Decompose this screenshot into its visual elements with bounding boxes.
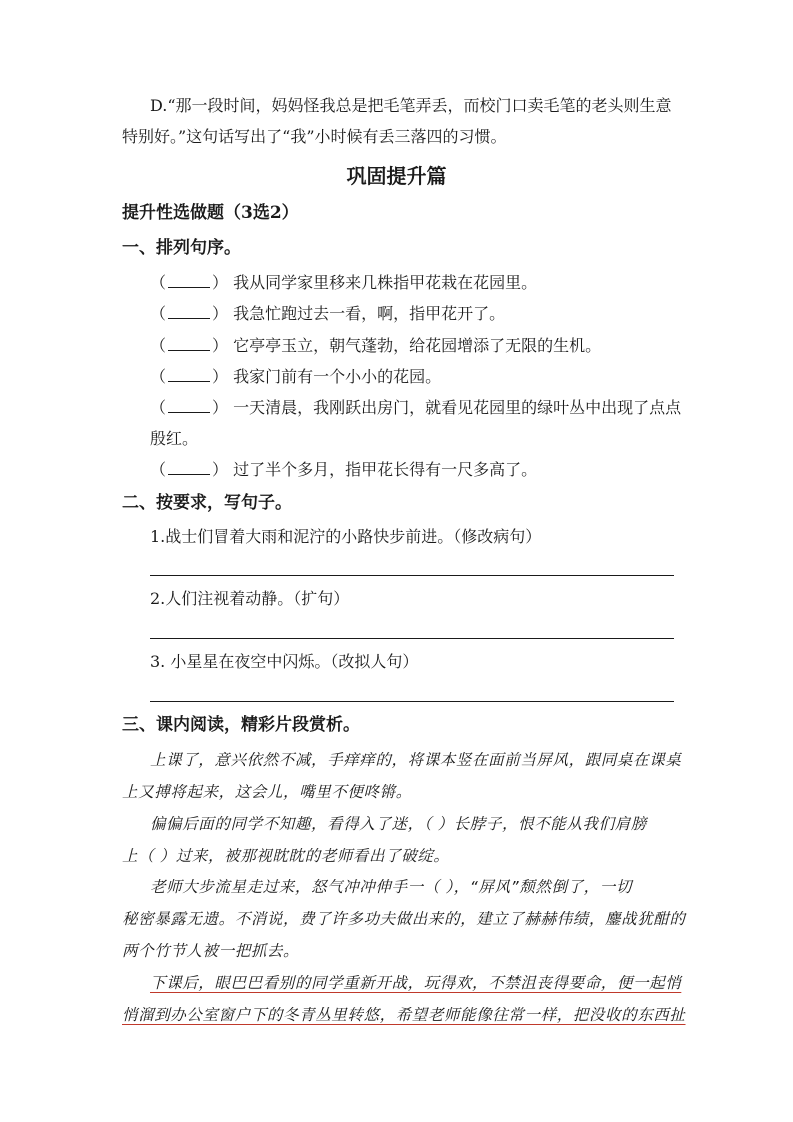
passage-p3-line3: 两个竹节人被一把抓去。 xyxy=(122,942,300,960)
ordering-item: （ ） 一天清晨，我刚跃出房门，就看见花园里的绿叶丛中出现了点点 xyxy=(150,398,682,417)
answer-blank[interactable] xyxy=(168,336,210,351)
passage-p1-line1: 上课了，意兴依然不减，手痒痒的，将课本竖在面前当屏风，跟同桌在课桌 xyxy=(150,751,682,769)
passage-p3-line2: 秘密暴露无遗。不消说，费了许多功夫做出来的，建立了赫赫伟绩，鏖战犹酣的 xyxy=(122,910,686,928)
ordering-item: （ ） 我急忙跑过去一看，啊，指甲花开了。 xyxy=(150,304,506,323)
answer-line-1[interactable] xyxy=(150,575,674,576)
passage-p1-line2: 上又搏将起来，这会儿，嘴里不便咚锵。 xyxy=(122,783,412,801)
ordering-item: （ ） 它亭亭玉立，朝气蓬勃，给花园增添了无限的生机。 xyxy=(150,336,602,355)
answer-blank[interactable] xyxy=(168,304,210,319)
part1-heading: 一、排列句序。 xyxy=(122,238,241,258)
passage-p4-line1: 下课后，眼巴巴看别的同学重新开战，玩得欢，不禁沮丧得要命，便一起悄 xyxy=(150,974,682,992)
answer-blank[interactable] xyxy=(168,398,210,413)
answer-line-2[interactable] xyxy=(150,638,674,639)
answer-blank[interactable] xyxy=(168,273,210,288)
subtitle: 提升性选做题（3选2） xyxy=(122,203,299,223)
passage-p3-line1: 老师大步流星走过来，怒气冲冲伸手一（ ），“屏风”颓然倒了，一切 xyxy=(150,878,632,896)
part2-heading: 二、按要求，写句子。 xyxy=(122,493,292,513)
passage-p2-line2: 上（ ）过来，被那视眈眈的老师看出了破绽。 xyxy=(122,847,450,865)
answer-blank[interactable] xyxy=(168,367,210,382)
question-1: 1.战士们冒着大雨和泥泞的小路快步前进。（修改病句） xyxy=(150,527,542,546)
answer-blank[interactable] xyxy=(168,460,210,475)
intro-option-d-line1: D.“那一段时间，妈妈怪我总是把毛笔弄丢，而校门口卖毛笔的老头则生意 xyxy=(150,96,672,115)
intro-option-d-line2: 特别好。”这句话写出了“我”小时候有丢三落四的习惯。 xyxy=(122,127,507,146)
question-2: 2.人们注视着动静。（扩句） xyxy=(150,589,350,608)
ordering-item: （ ） 过了半个多月，指甲花长得有一尺多高了。 xyxy=(150,460,538,479)
passage-p4-line2: 悄溜到办公室窗户下的冬青丛里转悠，希望老师能像往常一样，把没收的东西扯 xyxy=(122,1006,686,1024)
ordering-item-continuation: 殷红。 xyxy=(150,429,199,448)
passage-p2-line1: 偏偏后面的同学不知趣，看得入了迷，（ ）长脖子，恨不能从我们肩膀 xyxy=(150,815,647,833)
part3-heading: 三、课内阅读，精彩片段赏析。 xyxy=(122,715,360,735)
question-3: 3. 小星星在夜空中闪烁。（改拟人句） xyxy=(150,652,419,671)
ordering-item: （ ） 我从同学家里移来几株指甲花栽在花园里。 xyxy=(150,273,538,292)
ordering-item: （ ） 我家门前有一个小小的花园。 xyxy=(150,367,442,386)
answer-line-3[interactable] xyxy=(150,701,674,702)
section-title: 巩固提升篇 xyxy=(346,164,447,188)
